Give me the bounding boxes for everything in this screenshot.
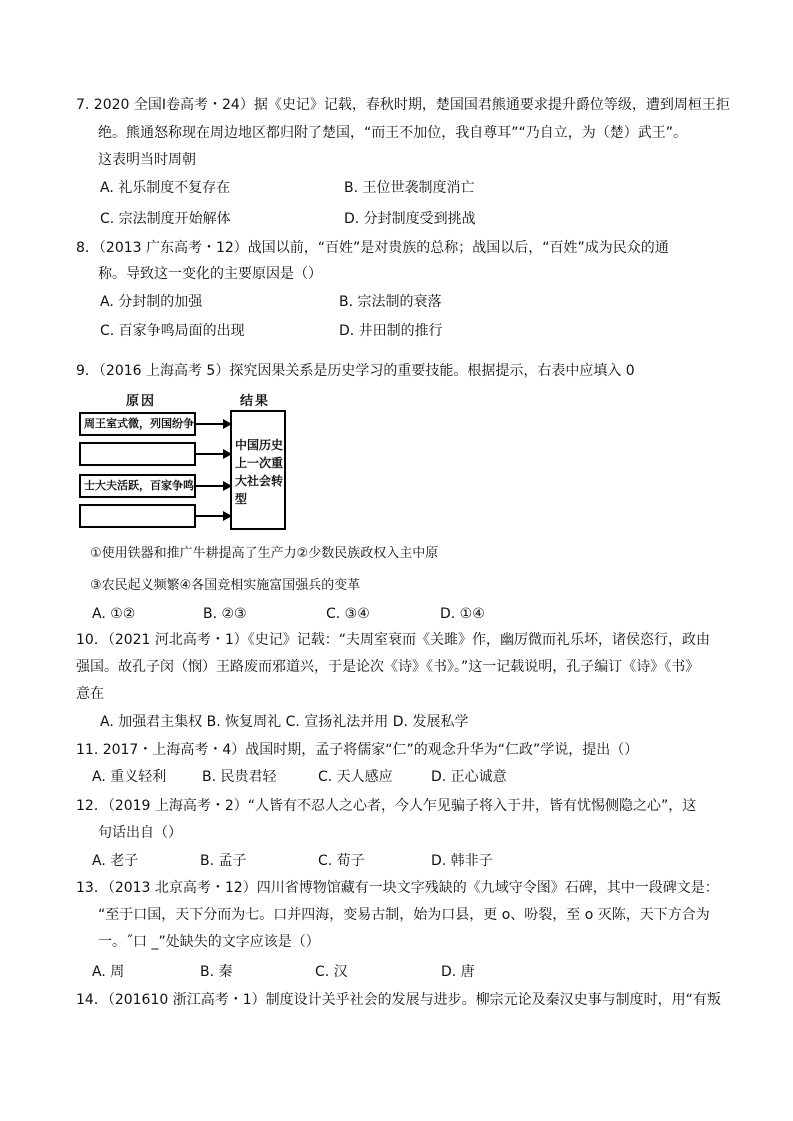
q14-stem-line-1: 14．（201610 浙江高考・1）制度设计关乎社会的发展与进步。柳宗元论及秦汉史事与制度时，用“有叛 (76, 992, 721, 1008)
q13-stem-line-2: “至于口国，天下分而为七。口并四海，变易古制，始为口县，更 o、吩裂，至 o 灭陈，天下方合为 (98, 907, 710, 923)
q13-stem-line-1: 13．（2013 北京高考・12）四川省博物馆藏有一块文字残缺的《九域守令图》石碑，其中一段碑文是： (76, 880, 719, 896)
q12-option-d[interactable]: D. 韩非子 (431, 853, 493, 869)
q9-option-a[interactable]: A. ①② (92, 606, 136, 622)
q7-option-b[interactable]: B. 王位世袭制度消亡 (344, 180, 475, 196)
cause-box-4 (79, 504, 196, 528)
q12-stem-line-2: 句话出自（） (98, 825, 182, 841)
cause-box-2 (79, 442, 196, 466)
q10-stem-line-2: 强国。故孔子闵（悯）王路废而邪道兴，于是论次《诗》《书》。”这一记载说明，孔子编订《诗》《书》 (76, 659, 700, 675)
q13-option-c[interactable]: C. 汉 (315, 964, 348, 980)
q7-option-c[interactable]: C. 宗法制度开始解体 (100, 211, 231, 227)
q13-option-b[interactable]: B. 秦 (200, 964, 233, 980)
q8-option-c[interactable]: C. 百家争鸣局面的出现 (100, 323, 245, 339)
q9-option-c[interactable]: C. ③④ (326, 606, 370, 622)
q8-option-d[interactable]: D. 井田制的推行 (339, 323, 443, 339)
q7-option-a[interactable]: A. 礼乐制度不复存在 (100, 180, 231, 196)
q12-stem-line-1: 12．（2019 上海高考・2）“人皆有不忍人之心者，今人乍见骗子将入于井，皆有忧惕侧隐之心”，这 (76, 798, 697, 814)
q8-option-b[interactable]: B. 宗法制的衰落 (339, 294, 442, 310)
q13-option-a[interactable]: A. 周 (92, 964, 125, 980)
q13-option-d[interactable]: D. 唐 (441, 964, 475, 980)
q9-option-b[interactable]: B. ②③ (203, 606, 247, 622)
result-header: 结果 (240, 394, 271, 409)
q11-stem-line-1: 11. 2017・上海高考・4）战国时期，孟子将儒家“仁”的观念升华为“仁政”学说，提出（） (76, 742, 639, 758)
arrow-3 (196, 485, 226, 487)
q7-stem-line-3: 这表明当时周朝 (98, 152, 196, 168)
q11-option-d[interactable]: D. 正心诚意 (431, 769, 507, 785)
q8-option-a[interactable]: A. 分封制的加强 (100, 294, 203, 310)
q8-stem-line-1: 8．（2013 广东高考・12）战国以前，“百姓”是对贵族的总称；战国以后，“百姓”成为民众的通 (76, 240, 669, 256)
q12-option-b[interactable]: B. 孟子 (200, 853, 247, 869)
q9-note-1: ①使用铁器和推广牛耕提高了生产力②少数民族政权入主中原 (90, 546, 439, 561)
cause-effect-diagram (76, 390, 292, 532)
q12-option-c[interactable]: C. 荀子 (318, 853, 365, 869)
q11-option-b[interactable]: B. 民贵君轻 (202, 769, 277, 785)
q11-option-c[interactable]: C. 天人感应 (318, 769, 393, 785)
q8-stem-line-2: 称。导致这一变化的主要原因是（） (98, 266, 322, 282)
q7-option-d[interactable]: D. 分封制度受到挑战 (344, 211, 476, 227)
cause-box-1: 周王室式微，列国纷争 (79, 412, 196, 436)
q9-option-d[interactable]: D. ①④ (440, 606, 485, 622)
q9-note-2: ③农民起义频繁④各国竞相实施富国强兵的变革 (90, 578, 361, 593)
q10-stem-line-3: 意在 (76, 686, 104, 702)
cause-header: 原因 (126, 394, 157, 409)
arrow-1 (196, 423, 226, 425)
result-box: 中国历史上一次重大社会转型 (230, 410, 286, 530)
arrow-2 (196, 453, 226, 455)
q10-options[interactable]: A. 加强君主集权 B. 恢复周礼 C. 宣扬礼法并用 D. 发展私学 (100, 714, 469, 730)
cause-box-3: 士大夫活跃，百家争鸣 (79, 474, 196, 498)
q13-stem-line-3: 一。˝口 _”处缺失的文字应该是（） (98, 934, 320, 950)
q12-option-a[interactable]: A. 老子 (92, 853, 139, 869)
q10-stem-line-1: 10．（2021 河北高考・1）《史记》记载：“夫周室衰而《关雎》作，幽厉微而礼乐坏，诸侯恣行，政由 (76, 632, 711, 648)
q7-stem-line-2: 绝。熊通怒称现在周边地区都归附了楚国，“而王不加位，我自尊耳”“乃自立，为（楚）武王”。 (98, 125, 688, 141)
q11-option-a[interactable]: A. 重义轻利 (92, 769, 167, 785)
q7-stem-line-1: 7. 2020 全国Ⅰ卷高考・24）据《史记》记载，春秋时期，楚国国君熊通要求提升爵位等级，遭到周桓王拒 (76, 97, 730, 113)
q9-stem-line-1: 9．（2016 上海高考 5）探究因果关系是历史学习的重要技能。根据提示，右表中应填入 0 (76, 363, 635, 379)
arrow-4 (196, 515, 226, 517)
